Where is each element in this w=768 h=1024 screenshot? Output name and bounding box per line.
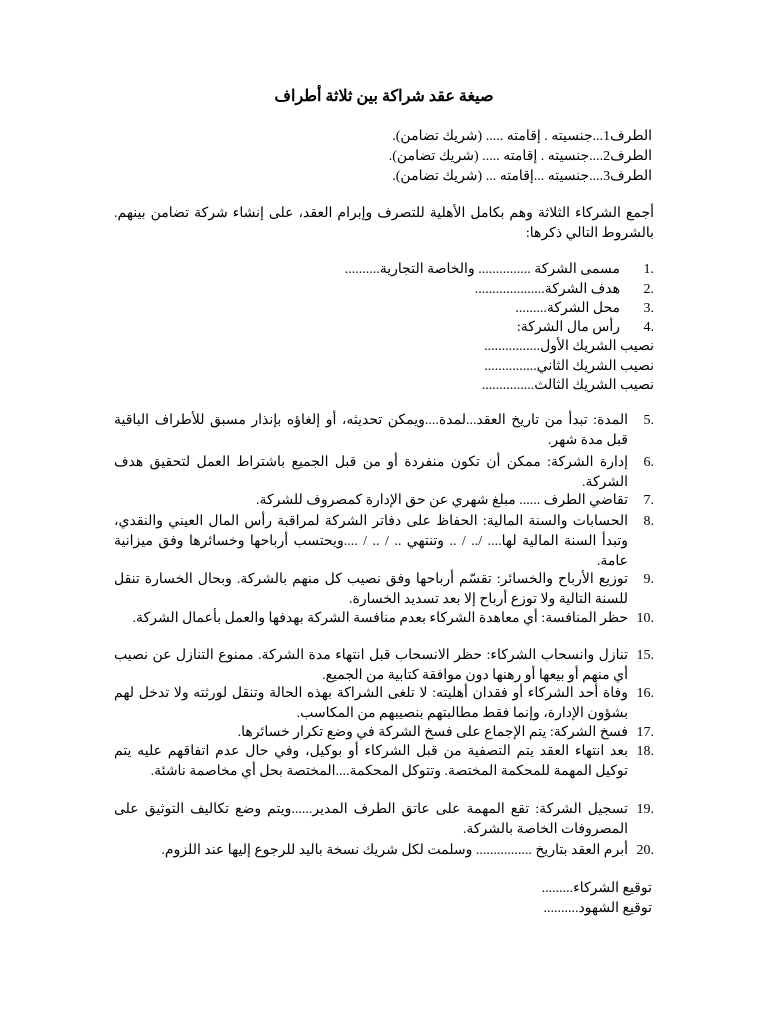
page-title: صيغة عقد شراكة بين ثلاثة أطراف [274,88,494,105]
clause-text: تنازل وانسحاب الشركاء: حظر الانسحاب قبل انتهاء مدة الشركة. ممنوع التنازل عن نصيب أي منهم أو بيعها أو رهنها دون موافقة كتابية من الجميع. [114,648,628,683]
clause-item [114,453,654,493]
condition-text: هدف الشركة.................... [474,282,620,297]
clause-item [114,800,654,840]
condition-text: رأس مال الشركة: [516,320,620,335]
clause-item [114,723,654,743]
clause-item [114,742,654,782]
share-line: نصيب الشريك الثالث............... [481,378,654,393]
intro-paragraph: أجمع الشركاء الثلاثة وهم بكامل الأهلية للتصرف وإبرام العقد، على إنشاء شركة تضامن بينهم. بالشروط التالي ذكرها: [114,206,654,241]
clause-text: وفاة أحد الشركاء أو فقدان أهليته: لا تلغى الشراكة بهذه الحالة وتنقل لورثته ولا تدخل لهم بشؤون الإدارة، وإنما فقط مطالبتهم بنصيبهم من المكاسب. [114,686,628,721]
clause-item [114,609,654,629]
clause-text: بعد انتهاء العقد يتم التصفية من قبل الشركاء أو بوكيل، وفي حال عدم اتفاقهم عليه يتم توكيل المهمة للمحكمة المختصة. وتتوكل المحكمة....المختصة بحل أي مخاصمة ناشئة. [114,744,628,779]
condition-number: 1. [643,262,654,277]
signature-witnesses: توقيع الشهود.......... [543,901,652,916]
condition-number: 2. [643,282,654,297]
clause-text: أبرم العقد بتاريخ ................ وسلمت لكل شريك نسخة باليد للرجوع إليها عند اللزوم. [161,843,628,858]
party-line: الطرف3....جنسيته ...إقامته ... (شريك تضامن). [392,169,652,184]
clause-number: 15. [636,648,654,663]
clause-number: 18. [636,744,654,759]
condition-item [517,318,654,338]
clause-number: 10. [636,611,654,626]
share-line: نصيب الشريك الثاني............... [484,359,654,374]
clause-number: 9. [643,572,654,587]
clause-item [114,570,654,610]
clause-number: 20. [636,843,654,858]
clause-item [114,491,654,511]
clause-text: تقاضي الطرف ...... مبلغ شهري عن حق الإدارة كمصروف للشركة. [256,493,628,508]
condition-text: محل الشركة......... [515,301,620,316]
clause-text: تسجيل الشركة: تقع المهمة على عاتق الطرف المدير......ويتم وضع تكاليف التوثيق على المصروفات الخاصة بالشركة. [114,802,628,837]
clause-text: فسخ الشركة: يتم الإجماع على فسخ الشركة في وضع تكرار خسائرها. [237,725,628,740]
party-line: الطرف2....جنسيته . إقامته ..... (شريك تضامن). [388,149,652,164]
clause-item [114,684,654,724]
clause-item [114,841,654,861]
condition-number: 3. [643,301,654,316]
condition-item [475,280,654,300]
clause-item [114,646,654,686]
clause-number: 5. [643,413,654,428]
clause-number: 16. [636,686,654,701]
clause-number: 19. [636,802,654,817]
party-line: الطرف1...جنسيته . إقامته ..... (شريك تضامن). [392,129,652,144]
clause-number: 7. [643,493,654,508]
condition-item [345,260,654,280]
clause-text: حظر المنافسة: أي معاهدة الشركاء بعدم منافسة الشركة بهدفها والعمل بأعمال الشركة. [132,611,628,626]
condition-item [515,299,654,319]
clause-number: 8. [643,514,654,529]
clause-text: إدارة الشركة: ممكن أن تكون منفردة أو من قبل الجميع باشتراط العمل لتحقيق هدف الشركة. [114,455,628,490]
condition-text: مسمى الشركة ............... والخاصة التجارية.......... [344,262,620,277]
condition-number: 4. [643,320,654,335]
clause-number: 17. [636,725,654,740]
clause-item [114,411,654,451]
signature-partners: توقيع الشركاء......... [541,881,652,896]
clause-text: المدة: تبدأ من تاريخ العقد...لمدة....ويمكن تحديثه، أو إلغاؤه بإنذار مسبق للأطراف الباقية قبل مدة شهر. [114,413,628,448]
clause-text: توزيع الأرباح والخسائر: تقسّم أرباحها وفق نصيب كل منهم بالشركة. وبحال الخسارة تنقل للسنة التالية ولا توزع أرباح إلا بعد تسديد الخسارة. [114,572,628,607]
share-line: نصيب الشريك الأول................ [484,339,654,354]
clause-item [114,512,654,572]
clause-number: 6. [643,455,654,470]
clause-text: الحسابات والسنة المالية: الحفاظ على دفاتر الشركة لمراقبة رأس المال العيني والنقدي، وتبدأ السنة المالية لها.... /.. / .. وتنتهي .. / .. / ....ويحتسب أرباحها وخسائرها وفق ميزانية عامة. [114,514,628,569]
